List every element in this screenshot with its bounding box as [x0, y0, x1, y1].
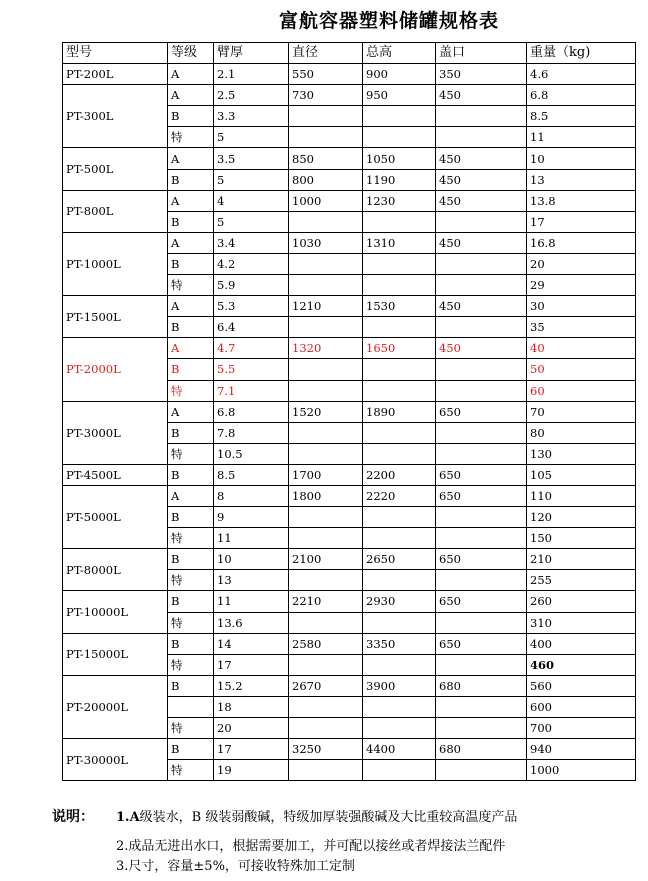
weight-cell: 40: [527, 338, 636, 359]
weight-cell: 16.8: [527, 232, 636, 253]
table-row: [63, 485, 636, 506]
thickness-cell: 7.1: [214, 380, 289, 401]
weight-cell: 8.5: [527, 106, 636, 127]
height-cell: 2930: [363, 591, 436, 612]
lid-cell: [436, 211, 527, 232]
note-line-1-prefix: 1.A: [116, 810, 140, 825]
diameter-cell: [289, 654, 363, 675]
weight-cell: 60: [527, 380, 636, 401]
table-row: [63, 633, 636, 654]
lid-cell: [436, 422, 527, 443]
header-diameter: 直径: [289, 43, 363, 64]
weight-cell: 600: [527, 696, 636, 717]
thickness-cell: 9: [214, 507, 289, 528]
height-cell: [363, 211, 436, 232]
height-cell: 1530: [363, 296, 436, 317]
height-cell: [363, 380, 436, 401]
diameter-cell: [289, 253, 363, 274]
thickness-cell: 5.5: [214, 359, 289, 380]
weight-cell: 13.8: [527, 190, 636, 211]
table-row: [63, 338, 636, 359]
lid-cell: 450: [436, 148, 527, 169]
grade-cell: B: [168, 359, 214, 380]
weight-cell: 13: [527, 169, 636, 190]
diameter-cell: 1210: [289, 296, 363, 317]
weight-cell: 560: [527, 675, 636, 696]
thickness-cell: 10: [214, 549, 289, 570]
thickness-cell: 11: [214, 528, 289, 549]
table-row: [63, 85, 636, 106]
grade-cell: A: [168, 85, 214, 106]
thickness-cell: 18: [214, 696, 289, 717]
diameter-cell: [289, 359, 363, 380]
grade-cell: 特: [168, 570, 214, 591]
height-cell: 4400: [363, 739, 436, 760]
grade-cell: 特: [168, 380, 214, 401]
weight-cell: 6.8: [527, 85, 636, 106]
grade-cell: B: [168, 591, 214, 612]
lid-cell: [436, 570, 527, 591]
weight-cell: 30: [527, 296, 636, 317]
grade-cell: 特: [168, 127, 214, 148]
diameter-cell: 2670: [289, 675, 363, 696]
note-line-2: 2.成品无进出水口，根据需要加工，并可配以接丝或者焊接法兰配件: [116, 839, 506, 854]
lid-cell: 650: [436, 464, 527, 485]
lid-cell: 650: [436, 591, 527, 612]
lid-cell: 450: [436, 85, 527, 106]
table-row: [63, 464, 636, 485]
model-cell: PT-4500L: [63, 464, 168, 485]
weight-cell: 120: [527, 507, 636, 528]
thickness-cell: 6.4: [214, 317, 289, 338]
height-cell: [363, 106, 436, 127]
weight-cell: 110: [527, 485, 636, 506]
thickness-cell: 8.5: [214, 464, 289, 485]
height-cell: 3900: [363, 675, 436, 696]
model-cell: PT-500L: [63, 148, 168, 190]
diameter-cell: [289, 380, 363, 401]
note-line-3: 3.尺寸，容量±5%，可接收特殊加工定制: [116, 859, 355, 874]
height-cell: 2200: [363, 464, 436, 485]
thickness-cell: 4.7: [214, 338, 289, 359]
grade-cell: A: [168, 296, 214, 317]
lid-cell: [436, 127, 527, 148]
grade-cell: B: [168, 422, 214, 443]
header-row: [63, 43, 636, 64]
diameter-cell: [289, 211, 363, 232]
weight-cell: 70: [527, 401, 636, 422]
thickness-cell: 13: [214, 570, 289, 591]
weight-cell: 11: [527, 127, 636, 148]
table-row: [63, 675, 636, 696]
diameter-cell: 1800: [289, 485, 363, 506]
model-cell: PT-1500L: [63, 296, 168, 338]
weight-cell: 80: [527, 422, 636, 443]
height-cell: [363, 275, 436, 296]
weight-cell: 255: [527, 570, 636, 591]
height-cell: [363, 654, 436, 675]
grade-cell: B: [168, 507, 214, 528]
height-cell: [363, 359, 436, 380]
height-cell: 1230: [363, 190, 436, 211]
thickness-cell: 3.5: [214, 148, 289, 169]
diameter-cell: 3250: [289, 739, 363, 760]
thickness-cell: 17: [214, 739, 289, 760]
notes-label: 说明：: [52, 809, 94, 825]
height-cell: 1650: [363, 338, 436, 359]
thickness-cell: 4.2: [214, 253, 289, 274]
thickness-cell: 5: [214, 127, 289, 148]
lid-cell: [436, 317, 527, 338]
grade-cell: A: [168, 338, 214, 359]
diameter-cell: 1320: [289, 338, 363, 359]
table-row: [63, 232, 636, 253]
weight-cell: 460: [527, 654, 636, 675]
header-total-height: 总高: [363, 43, 436, 64]
height-cell: [363, 760, 436, 781]
thickness-cell: 8: [214, 485, 289, 506]
height-cell: [363, 422, 436, 443]
weight-cell: 400: [527, 633, 636, 654]
thickness-cell: 17: [214, 654, 289, 675]
weight-cell: 105: [527, 464, 636, 485]
spec-table: [62, 42, 636, 781]
header-model: 型号: [63, 43, 168, 64]
lid-cell: 450: [436, 232, 527, 253]
height-cell: [363, 317, 436, 338]
model-cell: PT-3000L: [63, 401, 168, 464]
grade-cell: B: [168, 106, 214, 127]
lid-cell: [436, 380, 527, 401]
thickness-cell: 5.9: [214, 275, 289, 296]
weight-cell: 260: [527, 591, 636, 612]
lid-cell: [436, 718, 527, 739]
weight-cell: 20: [527, 253, 636, 274]
spec-table-body: [63, 64, 636, 781]
lid-cell: 450: [436, 169, 527, 190]
lid-cell: [436, 760, 527, 781]
table-row: [63, 296, 636, 317]
thickness-cell: 5: [214, 169, 289, 190]
lid-cell: 450: [436, 296, 527, 317]
height-cell: [363, 718, 436, 739]
weight-cell: 130: [527, 443, 636, 464]
grade-cell: A: [168, 190, 214, 211]
diameter-cell: 2580: [289, 633, 363, 654]
grade-cell: 特: [168, 612, 214, 633]
table-row: [63, 549, 636, 570]
weight-cell: 50: [527, 359, 636, 380]
diameter-cell: 850: [289, 148, 363, 169]
grade-cell: A: [168, 401, 214, 422]
lid-cell: [436, 106, 527, 127]
weight-cell: 10: [527, 148, 636, 169]
model-cell: PT-300L: [63, 85, 168, 148]
note-line-1-text: 级装水，B 级装弱酸碱，特级加厚装强酸碱及大比重较高温度产品: [139, 810, 518, 825]
model-cell: PT-1000L: [63, 232, 168, 295]
diameter-cell: [289, 127, 363, 148]
grade-cell: 特: [168, 718, 214, 739]
lid-cell: 650: [436, 485, 527, 506]
diameter-cell: [289, 275, 363, 296]
table-row: [63, 148, 636, 169]
diameter-cell: 730: [289, 85, 363, 106]
weight-cell: 940: [527, 739, 636, 760]
weight-cell: 150: [527, 528, 636, 549]
grade-cell: 特: [168, 654, 214, 675]
diameter-cell: 2210: [289, 591, 363, 612]
header-wall-thickness: 臂厚: [214, 43, 289, 64]
grade-cell: A: [168, 148, 214, 169]
weight-cell: 29: [527, 275, 636, 296]
model-cell: PT-800L: [63, 190, 168, 232]
header-weight: 重量（kg): [527, 43, 636, 64]
lid-cell: [436, 507, 527, 528]
grade-cell: B: [168, 169, 214, 190]
lid-cell: [436, 528, 527, 549]
thickness-cell: 7.8: [214, 422, 289, 443]
diameter-cell: 550: [289, 64, 363, 85]
grade-cell: B: [168, 464, 214, 485]
thickness-cell: 4: [214, 190, 289, 211]
diameter-cell: [289, 612, 363, 633]
model-cell: PT-30000L: [63, 739, 168, 781]
grade-cell: A: [168, 232, 214, 253]
header-grade: 等级: [168, 43, 214, 64]
grade-cell: B: [168, 633, 214, 654]
thickness-cell: 19: [214, 760, 289, 781]
lid-cell: 650: [436, 549, 527, 570]
diameter-cell: [289, 507, 363, 528]
grade-cell: 特: [168, 528, 214, 549]
model-cell: PT-5000L: [63, 485, 168, 548]
lid-cell: 350: [436, 64, 527, 85]
thickness-cell: 2.1: [214, 64, 289, 85]
thickness-cell: 14: [214, 633, 289, 654]
model-cell: PT-200L: [63, 64, 168, 85]
lid-cell: [436, 359, 527, 380]
grade-cell: B: [168, 211, 214, 232]
height-cell: [363, 253, 436, 274]
diameter-cell: [289, 718, 363, 739]
height-cell: 2650: [363, 549, 436, 570]
weight-cell: 17: [527, 211, 636, 232]
thickness-cell: 15.2: [214, 675, 289, 696]
diameter-cell: [289, 422, 363, 443]
diameter-cell: [289, 570, 363, 591]
grade-cell: B: [168, 253, 214, 274]
diameter-cell: 1700: [289, 464, 363, 485]
model-cell: PT-10000L: [63, 591, 168, 633]
thickness-cell: 5.3: [214, 296, 289, 317]
height-cell: [363, 507, 436, 528]
grade-cell: 特: [168, 760, 214, 781]
diameter-cell: [289, 528, 363, 549]
table-row: [63, 401, 636, 422]
weight-cell: 1000: [527, 760, 636, 781]
thickness-cell: 3.4: [214, 232, 289, 253]
lid-cell: 650: [436, 633, 527, 654]
lid-cell: 650: [436, 401, 527, 422]
diameter-cell: [289, 317, 363, 338]
height-cell: 1050: [363, 148, 436, 169]
height-cell: 1190: [363, 169, 436, 190]
height-cell: 3350: [363, 633, 436, 654]
diameter-cell: 2100: [289, 549, 363, 570]
diameter-cell: [289, 106, 363, 127]
height-cell: [363, 127, 436, 148]
grade-cell: B: [168, 317, 214, 338]
diameter-cell: 1030: [289, 232, 363, 253]
lid-cell: [436, 654, 527, 675]
diameter-cell: [289, 696, 363, 717]
lid-cell: [436, 253, 527, 274]
grade-cell: A: [168, 485, 214, 506]
thickness-cell: 10.5: [214, 443, 289, 464]
model-cell: PT-20000L: [63, 675, 168, 738]
thickness-cell: 2.5: [214, 85, 289, 106]
lid-cell: 450: [436, 190, 527, 211]
thickness-cell: 3.3: [214, 106, 289, 127]
grade-cell: [168, 696, 214, 717]
height-cell: [363, 696, 436, 717]
height-cell: 950: [363, 85, 436, 106]
model-cell: PT-15000L: [63, 633, 168, 675]
diameter-cell: [289, 443, 363, 464]
model-cell: PT-2000L: [63, 338, 168, 401]
grade-cell: B: [168, 549, 214, 570]
page-title: 富航容器塑料储罐规格表: [278, 10, 499, 32]
height-cell: [363, 570, 436, 591]
grade-cell: B: [168, 739, 214, 760]
height-cell: 1310: [363, 232, 436, 253]
height-cell: [363, 443, 436, 464]
table-row: [63, 190, 636, 211]
weight-cell: 35: [527, 317, 636, 338]
lid-cell: 680: [436, 739, 527, 760]
lid-cell: [436, 275, 527, 296]
lid-cell: 680: [436, 675, 527, 696]
grade-cell: B: [168, 675, 214, 696]
header-lid-opening: 盖口: [436, 43, 527, 64]
table-row: [63, 591, 636, 612]
lid-cell: [436, 443, 527, 464]
model-cell: PT-8000L: [63, 549, 168, 591]
thickness-cell: 6.8: [214, 401, 289, 422]
grade-cell: 特: [168, 443, 214, 464]
table-row: [63, 64, 636, 85]
lid-cell: 450: [436, 338, 527, 359]
thickness-cell: 11: [214, 591, 289, 612]
thickness-cell: 13.6: [214, 612, 289, 633]
lid-cell: [436, 696, 527, 717]
diameter-cell: 1520: [289, 401, 363, 422]
height-cell: 1890: [363, 401, 436, 422]
height-cell: [363, 528, 436, 549]
note-line-1: [116, 806, 517, 825]
thickness-cell: 20: [214, 718, 289, 739]
diameter-cell: 1000: [289, 190, 363, 211]
grade-cell: A: [168, 64, 214, 85]
height-cell: [363, 612, 436, 633]
weight-cell: 310: [527, 612, 636, 633]
weight-cell: 4.6: [527, 64, 636, 85]
thickness-cell: 5: [214, 211, 289, 232]
weight-cell: 700: [527, 718, 636, 739]
grade-cell: 特: [168, 275, 214, 296]
diameter-cell: 800: [289, 169, 363, 190]
height-cell: 2220: [363, 485, 436, 506]
lid-cell: [436, 612, 527, 633]
diameter-cell: [289, 760, 363, 781]
weight-cell: 210: [527, 549, 636, 570]
height-cell: 900: [363, 64, 436, 85]
table-row: [63, 739, 636, 760]
